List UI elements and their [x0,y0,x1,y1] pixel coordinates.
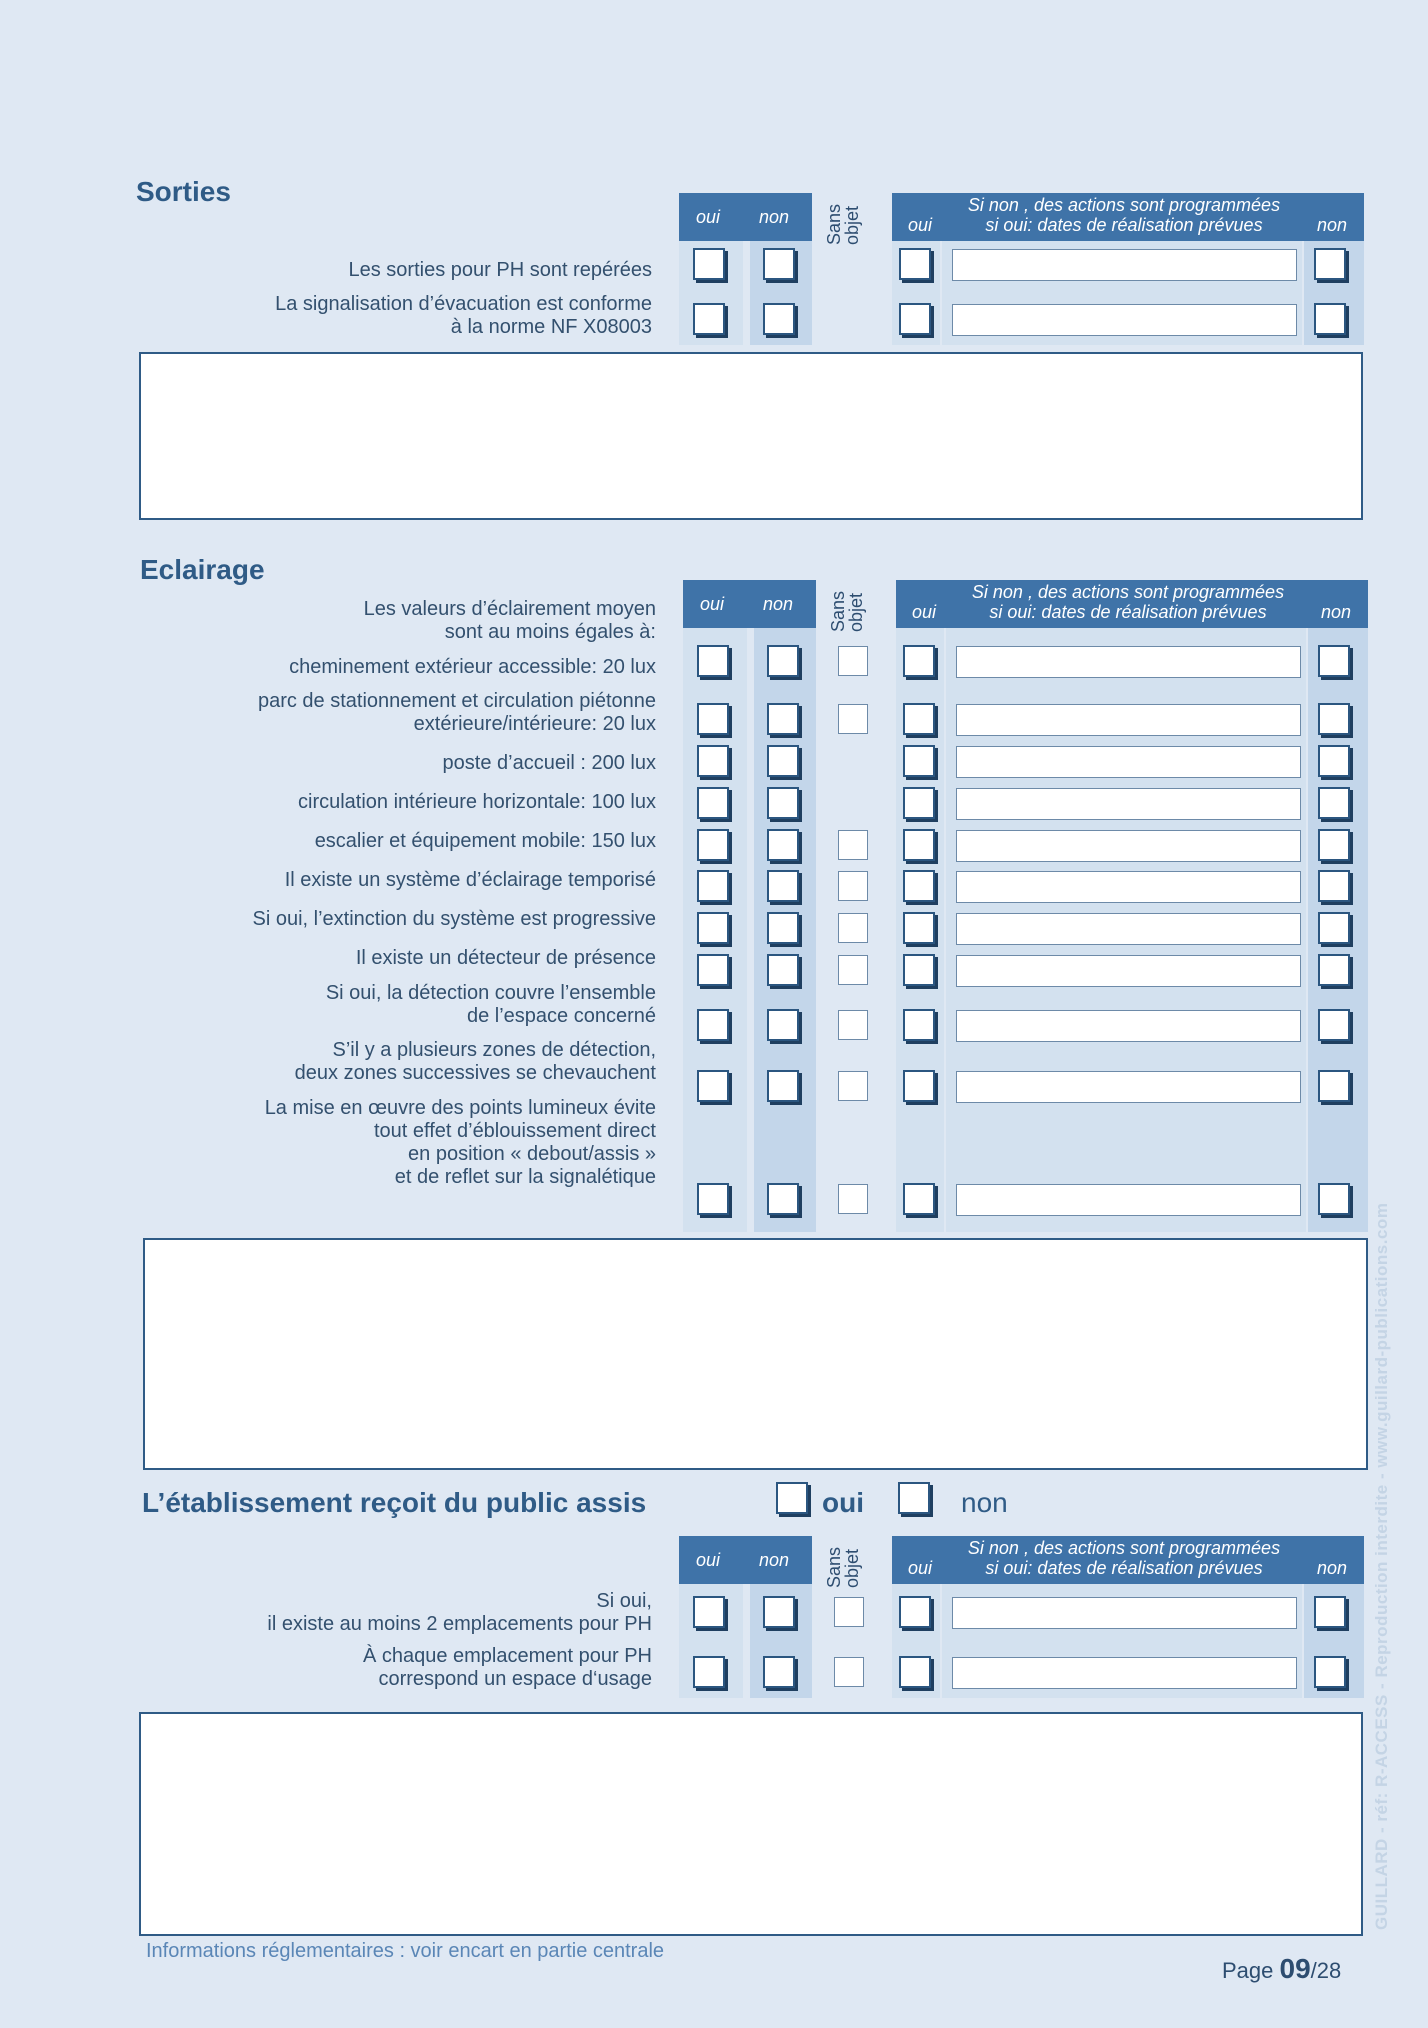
public-assis-oui-label: oui [822,1487,864,1518]
eclairage-checkbox-non[interactable] [767,912,799,944]
footer-info: Informations réglementaires : voir encart en partie centrale [146,1940,665,1962]
public_assis-checkbox-non[interactable] [763,1596,795,1628]
copyright-side-text: GUILLARD - réf: R-ACCESS - Reproduction interdite - www.guillard-publications.com [1372,1202,1391,1930]
public_assis-date-field[interactable] [952,1597,1297,1629]
eclairage-checkbox-action-non[interactable] [1318,787,1350,819]
page-total: /28 [1310,1958,1342,1983]
public_assis-checkbox-oui[interactable] [693,1656,725,1688]
eclairage-title: Eclairage [140,554,265,585]
public-assis-oui-checkbox[interactable] [776,1482,808,1514]
eclairage-checkbox-action-non[interactable] [1318,954,1350,986]
eclairage-checkbox-action-oui[interactable] [903,829,935,861]
eclairage-notes-box[interactable] [143,1238,1368,1470]
public_assis-row-label: Si oui, il existe au moins 2 emplacements pour PH [267,1590,652,1635]
eclairage-checkbox-oui[interactable] [697,787,729,819]
sorties-checkbox-action-non[interactable] [1314,248,1346,280]
sorties-title: Sorties [136,176,231,207]
eclairage-header-ouinon [683,580,816,628]
page-current: 09 [1279,1953,1311,1984]
eclairage-checkbox-oui[interactable] [697,645,729,677]
sorties-header-actions [892,193,1364,241]
sorties-date-field[interactable] [952,249,1297,281]
header-oui: oui [700,594,725,614]
public_assis-checkbox-non[interactable] [763,1656,795,1688]
eclairage-col-oui [683,580,747,1232]
eclairage-checkbox-sans-objet[interactable] [838,646,868,676]
sorties-checkbox-oui[interactable] [693,303,725,335]
eclairage-row-label: circulation intérieure horizontale: 100 lux [298,791,656,813]
eclairage-checkbox-non[interactable] [767,1183,799,1215]
eclairage-checkbox-non[interactable] [767,870,799,902]
eclairage-date-field[interactable] [956,913,1301,945]
eclairage-checkbox-oui[interactable] [697,1070,729,1102]
sorties-date-field[interactable] [952,304,1297,336]
eclairage-checkbox-non[interactable] [767,745,799,777]
eclairage-date-field[interactable] [956,704,1301,736]
eclairage-col-action-non [1308,580,1368,1232]
eclairage-date-field[interactable] [956,746,1301,778]
eclairage-row-label: S’il y a plusieurs zones de détection, deux zones successives se chevauchent [294,1039,656,1084]
sorties-notes-box[interactable] [139,352,1363,520]
eclairage-col-non [754,580,816,1232]
eclairage-checkbox-action-non[interactable] [1318,829,1350,861]
sorties-header-ouinon [679,193,812,241]
eclairage-date-field[interactable] [956,1184,1301,1216]
eclairage-checkbox-action-non[interactable] [1318,1183,1350,1215]
eclairage-checkbox-action-oui[interactable] [903,703,935,735]
eclairage-date-field[interactable] [956,646,1301,678]
public_assis-header-actions [892,1536,1364,1584]
sorties-checkbox-non[interactable] [763,248,795,280]
eclairage-checkbox-action-non[interactable] [1318,1070,1350,1102]
eclairage-checkbox-action-non[interactable] [1318,745,1350,777]
eclairage-checkbox-action-oui[interactable] [903,1183,935,1215]
eclairage-checkbox-action-non[interactable] [1318,645,1350,677]
eclairage-checkbox-oui[interactable] [697,745,729,777]
public_assis-header-sans-objet: Sans objet [824,1546,862,1588]
header-non: non [759,1550,790,1570]
public_assis-checkbox-action-oui[interactable] [899,1596,931,1628]
eclairage-row-label: La mise en œuvre des points lumineux évite tout effet d’éblouissement direct en position « debout/assis » et de reflet sur la signalétique [264,1097,656,1188]
public_assis-title: L’établissement reçoit du public assis [142,1487,647,1518]
eclairage-date-field[interactable] [956,1071,1301,1103]
eclairage-checkbox-action-non[interactable] [1318,870,1350,902]
eclairage-col-action-oui [896,580,944,1232]
eclairage-row-label: Si oui, la détection couvre l’ensemble de l’espace concerné [325,982,656,1027]
eclairage-checkbox-action-non[interactable] [1318,1009,1350,1041]
eclairage-checkbox-action-oui[interactable] [903,745,935,777]
public_assis-row-label: À chaque emplacement pour PH correspond un espace d‘usage [362,1645,652,1690]
header-actions-line2: si oui: dates de réalisation prévues [985,215,1263,235]
public_assis-checkbox-action-non[interactable] [1314,1656,1346,1688]
header-action-non: non [1317,1558,1348,1578]
eclairage-checkbox-action-oui[interactable] [903,870,935,902]
public_assis-notes-box[interactable] [139,1712,1363,1936]
public_assis-checkbox-sans-objet[interactable] [834,1597,864,1627]
public_assis-checkbox-action-oui[interactable] [899,1656,931,1688]
sorties-row-label: Les sorties pour PH sont repérées [348,259,652,281]
eclairage-checkbox-sans-objet[interactable] [838,913,868,943]
header-actions-line1: Si non , des actions sont programmées [967,195,1281,215]
header-action-oui: oui [908,215,933,235]
eclairage-checkbox-action-oui[interactable] [903,912,935,944]
eclairage-row-label: escalier et équipement mobile: 150 lux [314,830,656,852]
eclairage-date-field[interactable] [956,871,1301,903]
header-action-non: non [1321,602,1352,622]
eclairage-header-sans-objet: Sans objet [828,590,866,632]
eclairage-checkbox-non[interactable] [767,829,799,861]
eclairage-row-label: Il existe un détecteur de présence [355,947,656,969]
eclairage-date-field[interactable] [956,1010,1301,1042]
public_assis-checkbox-action-non[interactable] [1314,1596,1346,1628]
eclairage-checkbox-non[interactable] [767,787,799,819]
header-oui: oui [696,207,721,227]
eclairage-checkbox-non[interactable] [767,645,799,677]
eclairage-checkbox-non[interactable] [767,954,799,986]
sorties-checkbox-non[interactable] [763,303,795,335]
sorties-checkbox-action-oui[interactable] [899,248,931,280]
public_assis-checkbox-oui[interactable] [693,1596,725,1628]
eclairage-checkbox-oui[interactable] [697,703,729,735]
eclairage-date-field[interactable] [956,830,1301,862]
page-number [1222,1953,1341,1985]
eclairage-checkbox-action-oui[interactable] [903,954,935,986]
header-actions-line1: Si non , des actions sont programmées [967,1538,1281,1558]
sorties-header-sans-objet: Sans objet [824,203,862,245]
eclairage-checkbox-sans-objet[interactable] [838,1010,868,1040]
eclairage-checkbox-sans-objet[interactable] [838,955,868,985]
public_assis-checkbox-sans-objet[interactable] [834,1657,864,1687]
sorties-checkbox-oui[interactable] [693,248,725,280]
eclairage-row-label: poste d’accueil : 200 lux [442,752,656,774]
eclairage-checkbox-oui[interactable] [697,1009,729,1041]
header-non: non [763,594,794,614]
eclairage-checkbox-action-oui[interactable] [903,645,935,677]
header-non: non [759,207,790,227]
eclairage-checkbox-sans-objet[interactable] [838,1071,868,1101]
eclairage-row-label: Si oui, l’extinction du système est progressive [252,908,656,930]
eclairage-checkbox-oui[interactable] [697,829,729,861]
header-oui: oui [696,1550,721,1570]
header-action-oui: oui [912,602,937,622]
eclairage-checkbox-sans-objet[interactable] [838,704,868,734]
sorties-checkbox-action-non[interactable] [1314,303,1346,335]
eclairage-checkbox-oui[interactable] [697,870,729,902]
eclairage-row-label: Il existe un système d’éclairage temporisé [284,869,656,891]
eclairage-row-label: parc de stationnement et circulation piétonne extérieure/intérieure: 20 lux [257,690,656,735]
eclairage-checkbox-non[interactable] [767,703,799,735]
sorties-row-label: La signalisation d’évacuation est conforme à la norme NF X08003 [275,293,652,338]
header-action-oui: oui [908,1558,933,1578]
eclairage-checkbox-action-oui[interactable] [903,1070,935,1102]
header-action-non: non [1317,215,1348,235]
header-actions-line2: si oui: dates de réalisation prévues [985,1558,1263,1578]
page-label: Page [1222,1958,1280,1983]
eclairage-checkbox-sans-objet[interactable] [838,830,868,860]
eclairage-checkbox-oui[interactable] [697,912,729,944]
eclairage-checkbox-action-oui[interactable] [903,1009,935,1041]
eclairage-row-label: cheminement extérieur accessible: 20 lux [289,656,656,678]
public_assis-header-ouinon [679,1536,812,1584]
eclairage-checkbox-oui[interactable] [697,954,729,986]
eclairage-checkbox-action-oui[interactable] [903,787,935,819]
sorties-checkbox-action-oui[interactable] [899,303,931,335]
eclairage-checkbox-non[interactable] [767,1070,799,1102]
header-actions-line1: Si non , des actions sont programmées [971,582,1285,602]
eclairage-intro: Les valeurs d’éclairement moyen sont au moins égales à: [363,598,656,643]
eclairage-checkbox-non[interactable] [767,1009,799,1041]
eclairage-date-field[interactable] [956,788,1301,820]
eclairage-checkbox-action-non[interactable] [1318,703,1350,735]
eclairage-checkbox-oui[interactable] [697,1183,729,1215]
header-actions-line2: si oui: dates de réalisation prévues [989,602,1267,622]
eclairage-checkbox-sans-objet[interactable] [838,871,868,901]
eclairage-checkbox-sans-objet[interactable] [838,1184,868,1214]
eclairage-date-field[interactable] [956,955,1301,987]
eclairage-header-actions [896,580,1368,628]
public_assis-date-field[interactable] [952,1657,1297,1689]
public-assis-non-checkbox[interactable] [898,1482,930,1514]
public-assis-non-label: non [961,1487,1008,1518]
eclairage-checkbox-action-non[interactable] [1318,912,1350,944]
